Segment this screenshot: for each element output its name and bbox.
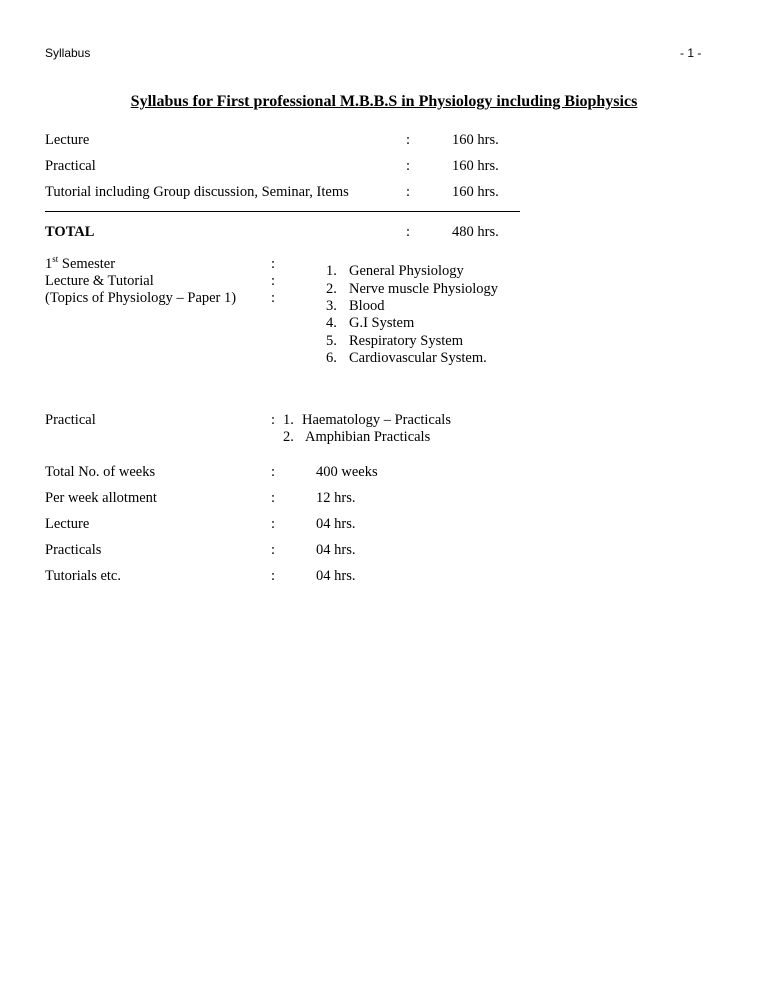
semester-sep-3: :	[271, 290, 276, 306]
practical-item-number: 2.	[283, 429, 294, 445]
hours-sep-tutorial: :	[406, 184, 411, 200]
semester-heading	[45, 256, 115, 273]
topic-number: 5.	[326, 333, 337, 349]
hours-value-lecture: 160 hrs.	[452, 132, 499, 148]
total-sep: :	[406, 224, 411, 240]
hours-label-lecture: Lecture	[45, 132, 90, 148]
topic-item: Nerve muscle Physiology	[349, 281, 499, 297]
allotment-sep: :	[271, 516, 276, 532]
allotment-label: Practicals	[45, 542, 102, 558]
allotment-label: Per week allotment	[45, 490, 157, 506]
topic-item: Blood	[349, 298, 385, 314]
allotment-value: 12 hrs.	[316, 490, 356, 506]
semester-sep-2: :	[271, 273, 276, 289]
allotment-value: 04 hrs.	[316, 542, 356, 558]
allotment-label: Total No. of weeks	[45, 464, 156, 480]
hours-sep-lecture: :	[406, 132, 411, 148]
topic-item: General Physiology	[349, 263, 464, 279]
page-number: - 1 -	[680, 46, 702, 60]
allotment-value: 04 hrs.	[316, 516, 356, 532]
hours-sep-practical: :	[406, 158, 411, 174]
page-title: Syllabus for First professional M.B.B.S in Physiology including Biophysics	[130, 93, 638, 110]
semester-word: Semester	[58, 256, 116, 272]
allotment-sep: :	[271, 490, 276, 506]
topic-number: 1.	[326, 263, 337, 279]
practical-sep: :	[271, 412, 276, 428]
allotment-sep: :	[271, 464, 276, 480]
practical-item-number: 1.	[283, 412, 294, 428]
hours-value-practical: 160 hrs.	[452, 158, 499, 174]
total-value: 480 hrs.	[452, 224, 499, 240]
hours-label-practical: Practical	[45, 158, 96, 174]
topic-number: 3.	[326, 298, 337, 314]
allotment-sep: :	[271, 542, 276, 558]
practical-item: Amphibian Practicals	[305, 429, 431, 445]
hours-value-tutorial: 160 hrs.	[452, 184, 499, 200]
topic-item: Cardiovascular System.	[349, 350, 487, 366]
total-label: TOTAL	[45, 224, 95, 240]
topic-item: Respiratory System	[349, 333, 463, 349]
semester-lecture-tutorial: Lecture & Tutorial	[45, 273, 154, 289]
allotment-value: 04 hrs.	[316, 568, 356, 584]
hours-label-tutorial: Tutorial including Group discussion, Seminar, Items	[45, 184, 349, 200]
topic-number: 4.	[326, 315, 337, 331]
semester-ordinal-suffix: st	[52, 254, 59, 265]
allotment-value: 400 weeks	[316, 464, 378, 480]
allotment-label: Tutorials etc.	[45, 568, 121, 584]
running-header-left: Syllabus	[45, 46, 91, 60]
topic-item: G.I System	[349, 315, 415, 331]
allotment-sep: :	[271, 568, 276, 584]
practical-label: Practical	[45, 412, 96, 428]
topic-number: 6.	[326, 350, 337, 366]
semester-ordinal-number: 1	[45, 256, 53, 272]
semester-topics-paper: (Topics of Physiology – Paper 1)	[45, 290, 237, 306]
topic-number: 2.	[326, 281, 337, 297]
total-divider	[45, 211, 520, 212]
allotment-label: Lecture	[45, 516, 90, 532]
semester-sep-1: :	[271, 256, 276, 272]
practical-item: Haematology – Practicals	[302, 412, 451, 428]
